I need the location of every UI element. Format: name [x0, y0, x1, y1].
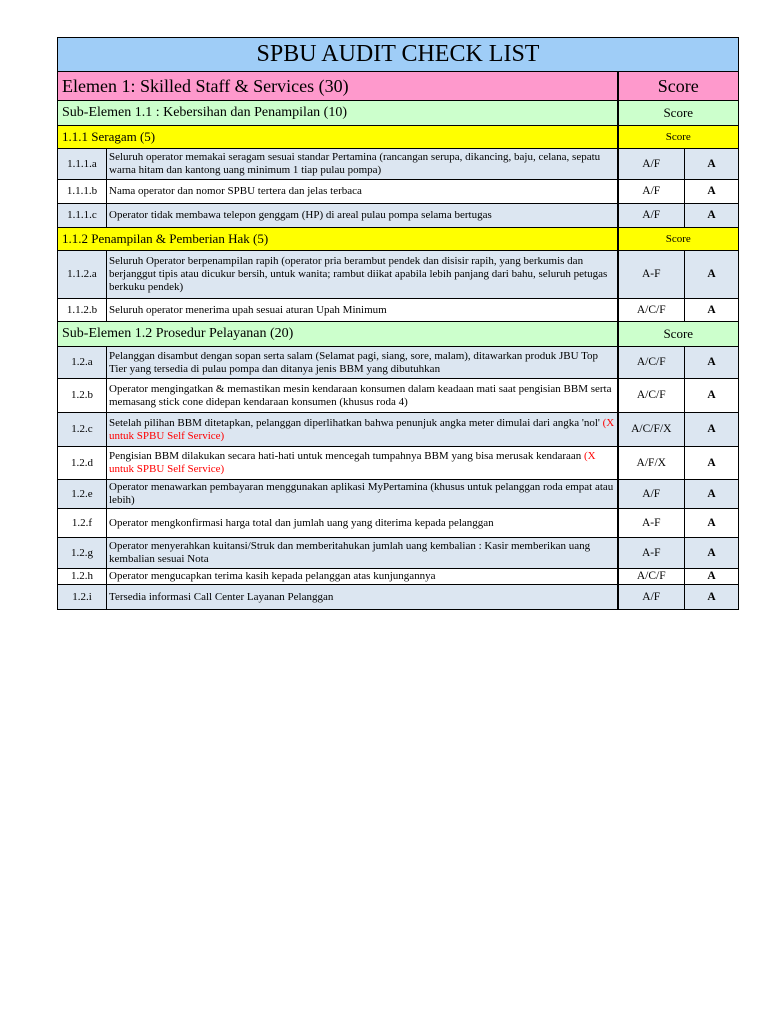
item-score-cell[interactable]: A	[685, 299, 739, 322]
item-description-text: Operator mengkonfirmasi harga total dan jumlah uang yang diterima kepada pelanggan	[109, 516, 494, 529]
table-row	[58, 251, 739, 299]
item-description-text: Operator menawarkan pembayaran menggunakan aplikasi MyPertamina (khusus untuk pelanggan roda empat atau lebih)	[109, 481, 614, 506]
item-description	[107, 585, 618, 610]
item-description-text: Operator mengingatkan & memastikan mesin kendaraan konsumen dalam keadaan mati saat pengisian BBM serta memasang stick cone didepan kendaraan konsumen (khusus roda 4)	[109, 382, 612, 408]
item-description-text: Operator mengucapkan terima kasih kepada pelanggan atas kunjungannya	[109, 570, 436, 582]
item-description	[107, 347, 618, 379]
item-options: A-F	[618, 509, 685, 538]
element-row	[58, 72, 739, 101]
item-options: A/F	[618, 480, 685, 509]
item-description-text: Operator menyerahkan kuitansi/Struk dan memberitahukan jumlah uang kembalian : Kasir memberikan uang kembalian sesuai Nota	[109, 540, 591, 565]
sub-element-label: Sub-Elemen 1.1 : Kebersihan dan Penampilan (10)	[58, 101, 618, 126]
table-row	[58, 509, 739, 538]
item-score-cell[interactable]: A	[685, 251, 739, 299]
item-options: A/C/F	[618, 299, 685, 322]
table-row	[58, 149, 739, 180]
item-options: A/F	[618, 585, 685, 610]
section-score-header: Score	[618, 228, 739, 251]
item-score-cell[interactable]: A	[685, 204, 739, 228]
item-description: Seluruh operator menerima upah sesuai aturan Upah Minimum	[107, 299, 618, 322]
item-description-text: Pelanggan disambut dengan sopan serta salam (Selamat pagi, siang, sore, malam), ditawarkan produk JBU Top Tier yang tersedia di pulau pompa dan ditanya jenis BBM yang dibutuhkan	[109, 349, 599, 375]
item-options: A/C/F	[618, 569, 685, 585]
section-row	[58, 228, 739, 251]
table-row	[58, 299, 739, 322]
item-code: 1.2.f	[58, 509, 107, 538]
table-row	[58, 585, 739, 610]
sub-element-label: Sub-Elemen 1.2 Prosedur Pelayanan (20)	[58, 322, 618, 347]
item-options: A/C/F	[618, 379, 685, 413]
item-score-cell[interactable]: A	[685, 379, 739, 413]
item-description-text: Tersedia informasi Call Center Layanan Pelanggan	[109, 590, 334, 603]
sub-element-row	[58, 322, 739, 347]
item-description	[107, 509, 618, 538]
section-score-header: Score	[618, 126, 739, 149]
element-label: Elemen 1: Skilled Staff & Services (30)	[58, 72, 618, 101]
item-score-cell[interactable]: A	[685, 347, 739, 379]
item-options: A-F	[618, 251, 685, 299]
table-row	[58, 180, 739, 204]
table-row	[58, 480, 739, 509]
item-code: 1.2.e	[58, 480, 107, 509]
item-score-cell[interactable]: A	[685, 509, 739, 538]
element-score-header: Score	[618, 72, 739, 101]
item-code: 1.2.d	[58, 447, 107, 480]
table-row	[58, 347, 739, 379]
sub-element-score-header: Score	[618, 322, 739, 347]
item-code: 1.2.c	[58, 413, 107, 447]
item-options: A/F	[618, 149, 685, 180]
section-label: 1.1.1 Seragam (5)	[58, 126, 618, 149]
item-code: 1.2.b	[58, 379, 107, 413]
self-service-note: (X untuk SPBU Self Service)	[109, 416, 615, 442]
item-score-cell[interactable]: A	[685, 413, 739, 447]
item-score-cell[interactable]: A	[685, 585, 739, 610]
item-code: 1.1.1.b	[58, 180, 107, 204]
sub-element-score-header: Score	[618, 101, 739, 126]
sheet-title: SPBU AUDIT CHECK LIST	[58, 38, 739, 72]
item-options: A/F	[618, 204, 685, 228]
item-score-cell[interactable]: A	[685, 569, 739, 585]
item-description	[107, 379, 618, 413]
table-row	[58, 447, 739, 480]
title-row	[58, 38, 739, 72]
item-description-text: Setelah pilihan BBM ditetapkan, pelanggan diperlihatkan bahwa penunjuk angka meter dimulai dari angka 'nol'	[109, 416, 600, 429]
item-description	[107, 569, 618, 585]
item-description: Nama operator dan nomor SPBU tertera dan jelas terbaca	[107, 180, 618, 204]
item-score-cell[interactable]: A	[685, 480, 739, 509]
item-score-cell[interactable]: A	[685, 149, 739, 180]
sub-element-row	[58, 101, 739, 126]
item-options: A/C/F	[618, 347, 685, 379]
item-code: 1.1.1.a	[58, 149, 107, 180]
self-service-note: (X untuk SPBU Self Service)	[109, 450, 596, 475]
item-code: 1.2.h	[58, 569, 107, 585]
item-description	[107, 413, 618, 447]
item-score-cell[interactable]: A	[685, 447, 739, 480]
item-code: 1.2.i	[58, 585, 107, 610]
table-row	[58, 538, 739, 569]
item-description: Operator tidak membawa telepon genggam (HP) di areal pulau pompa selama bertugas	[107, 204, 618, 228]
audit-checklist-table	[57, 37, 739, 610]
item-description: Seluruh operator memakai seragam sesuai standar Pertamina (rancangan serupa, dikancing, baju, celana, sepatu warna hitam dan kantong uang minimum 1 tiap pulau pompa)	[107, 149, 618, 180]
item-description-text: Pengisian BBM dilakukan secara hati-hati untuk mencegah tumpahnya BBM yang bisa merusak kendaraan	[109, 450, 582, 462]
item-options: A/F	[618, 180, 685, 204]
item-score-cell[interactable]: A	[685, 538, 739, 569]
item-code: 1.1.2.b	[58, 299, 107, 322]
item-description	[107, 538, 618, 569]
section-label: 1.1.2 Penampilan & Pemberian Hak (5)	[58, 228, 618, 251]
item-code: 1.1.1.c	[58, 204, 107, 228]
item-code: 1.2.g	[58, 538, 107, 569]
item-options: A-F	[618, 538, 685, 569]
table-row	[58, 204, 739, 228]
item-code: 1.2.a	[58, 347, 107, 379]
item-description: Seluruh Operator berpenampilan rapih (operator pria berambut pendek dan disisir rapih, yang berkumis dan berjanggut tipis atau dicukur bersih, untuk wanita; rambut diikat apabila lebih panjang dari bahu, seluruh petugas berkuku pendek)	[107, 251, 618, 299]
table-row	[58, 413, 739, 447]
item-code: 1.1.2.a	[58, 251, 107, 299]
section-row	[58, 126, 739, 149]
item-options: A/F/X	[618, 447, 685, 480]
item-description	[107, 480, 618, 509]
item-description	[107, 447, 618, 480]
item-options: A/C/F/X	[618, 413, 685, 447]
table-row	[58, 379, 739, 413]
item-score-cell[interactable]: A	[685, 180, 739, 204]
table-row	[58, 569, 739, 585]
